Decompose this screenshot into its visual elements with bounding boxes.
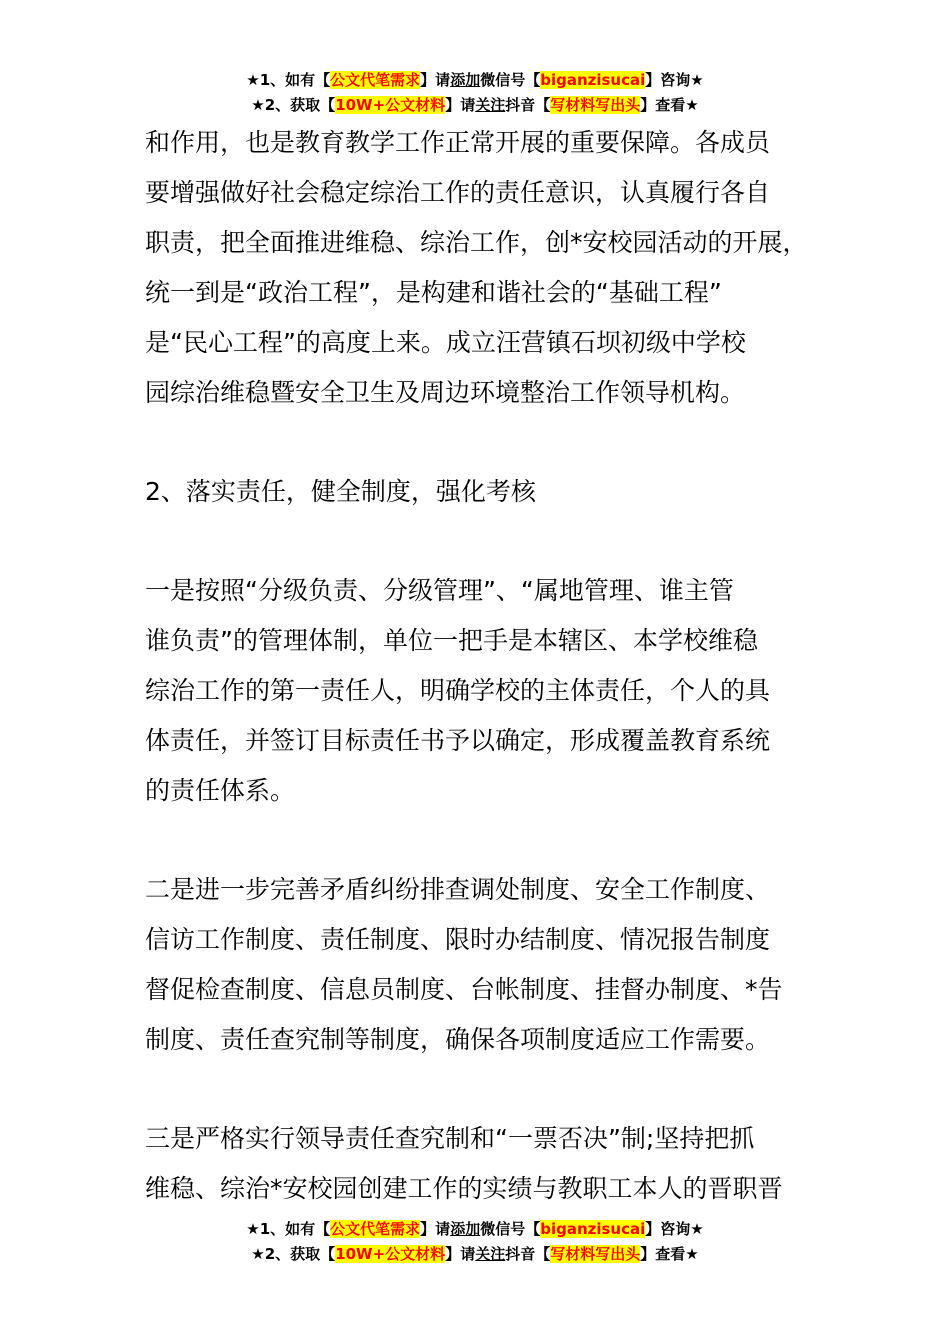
- paragraph-3: [145, 865, 845, 1065]
- paragraph-2: [145, 566, 845, 816]
- text-line: 信访工作制度、责任制度、限时办结制度、情况报告制度: [145, 925, 771, 954]
- highlight-materials: 10W+公文材料: [335, 1245, 446, 1263]
- text-line: 二是进一步完善矛盾纠纷排查调处制度、安全工作制度、: [145, 875, 771, 904]
- text-line: 的责任体系。: [145, 776, 296, 805]
- highlight-ghostwriting: 公文代笔需求: [330, 1220, 421, 1238]
- banner-line-2: ★2、获取【10W+公文材料】请关注抖音【写材料写出头】查看★: [251, 1245, 699, 1263]
- text-line: 督促检查制度、信息员制度、台帐制度、挂督办制度、*告: [145, 975, 783, 1004]
- text-line: 和作用，也是教育教学工作正常开展的重要保障。各成员: [145, 128, 771, 157]
- text-line: 综治工作的第一责任人，明确学校的主体责任，个人的具: [145, 676, 771, 705]
- text-line: 维稳、综治*安校园创建工作的实绩与教职工本人的晋职晋: [145, 1174, 783, 1203]
- text-line: 谁负责”的管理体制，单位一把手是本辖区、本学校维稳: [145, 626, 758, 655]
- document-body: [145, 118, 845, 1214]
- paragraph-1: [145, 118, 845, 418]
- highlight-douyin: 写材料写出头: [550, 1245, 641, 1263]
- header-banner: [0, 68, 950, 118]
- footer-banner: [0, 1217, 950, 1267]
- highlight-wechat-id: biganzisucai: [540, 71, 646, 89]
- paragraph-4: [145, 1114, 845, 1214]
- text-line: 要增强做好社会稳定综治工作的责任意识，认真履行各自: [145, 178, 771, 207]
- heading-text: 2、落实责任，健全制度，强化考核: [145, 477, 536, 506]
- banner-line-1: ★1、如有【公文代笔需求】请添加微信号【biganzisucai】咨询★: [246, 71, 704, 89]
- text-line: 职责，把全面推进维稳、综治工作，创*安校园活动的开展，: [145, 228, 808, 257]
- text-line: 统一到是“政治工程”，是构建和谐社会的“基础工程”: [145, 278, 722, 307]
- highlight-ghostwriting: 公文代笔需求: [330, 71, 421, 89]
- banner-line-2: ★2、获取【10W+公文材料】请关注抖音【写材料写出头】查看★: [251, 96, 699, 114]
- text-line: 一是按照“分级负责、分级管理”、“属地管理、谁主管: [145, 576, 734, 605]
- text-line: 三是严格实行领导责任查究制和“一票否决”制;坚持把抓: [145, 1124, 755, 1153]
- text-line: 制度、责任查究制等制度，确保各项制度适应工作需要。: [145, 1025, 771, 1054]
- text-line: 园综治维稳暨安全卫生及周边环境整治工作领导机构。: [145, 378, 746, 407]
- highlight-douyin: 写材料写出头: [550, 96, 641, 114]
- text-line: 是“民心工程”的高度上来。成立汪营镇石坝初级中学校: [145, 328, 746, 357]
- section-heading: [145, 467, 845, 517]
- highlight-materials: 10W+公文材料: [335, 96, 446, 114]
- text-line: 体责任，并签订目标责任书予以确定，形成覆盖教育系统: [145, 726, 771, 755]
- highlight-wechat-id: biganzisucai: [540, 1220, 646, 1238]
- banner-line-1: ★1、如有【公文代笔需求】请添加微信号【biganzisucai】咨询★: [246, 1220, 704, 1238]
